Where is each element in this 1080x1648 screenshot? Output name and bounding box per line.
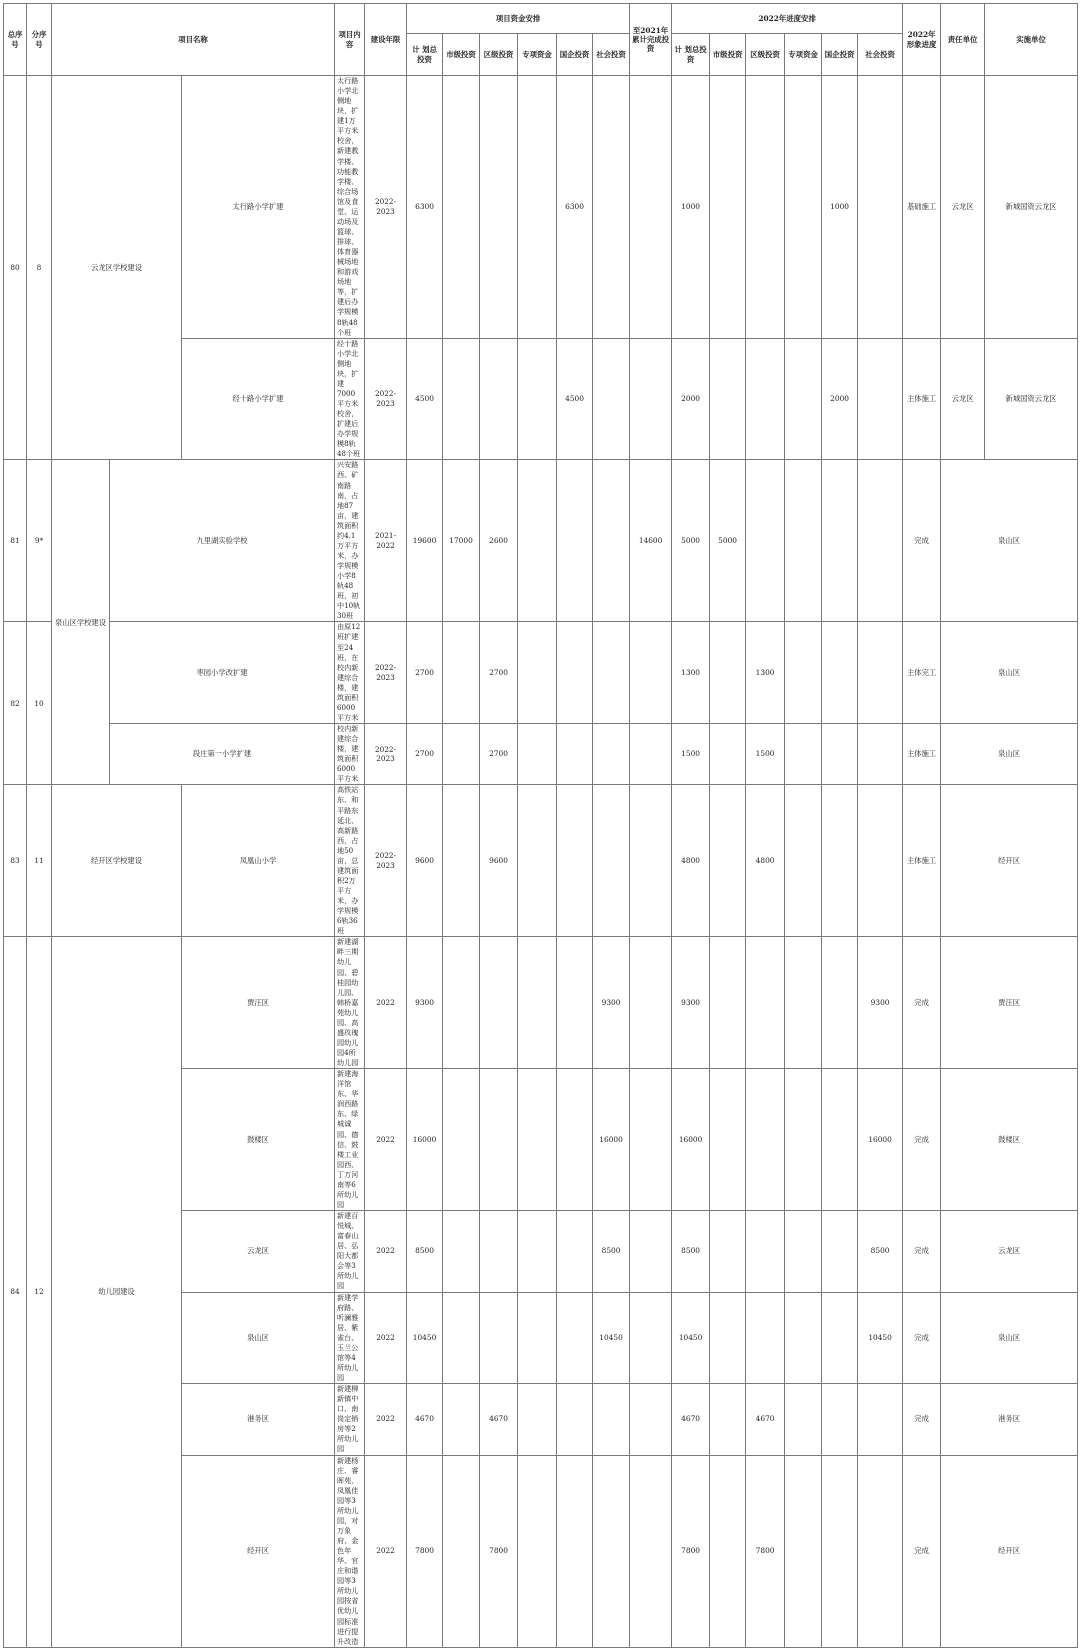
- progress-status-cell: 完成: [903, 1211, 941, 1293]
- plan-total-cell: 16000: [407, 1069, 443, 1211]
- city-invest-cell: [443, 1384, 480, 1455]
- district-invest-cell: 2700: [480, 622, 518, 724]
- col-header-p-plan-total: 计 划总投资: [672, 34, 710, 76]
- social-invest-cell: 10450: [593, 1292, 630, 1384]
- category-cell: 幼儿园建设: [52, 937, 182, 1647]
- special-fund-cell: [518, 1211, 557, 1293]
- p-city-cell: [710, 724, 746, 785]
- project-content-cell: 经十路小学北侧地块，扩建7000平方米校舍，扩建后办学规模8轨48个班: [335, 338, 365, 460]
- progress-status-cell: 基础施工: [903, 76, 941, 339]
- p-social-cell: [858, 1455, 903, 1647]
- city-invest-cell: [443, 1455, 480, 1647]
- p-city-cell: [710, 338, 746, 460]
- city-invest-cell: [443, 1069, 480, 1211]
- p-district-cell: [746, 460, 785, 622]
- col-header-city: 市级投资: [443, 34, 480, 76]
- project-name-cell: 贾汪区: [182, 937, 335, 1069]
- special-fund-cell: [518, 937, 557, 1069]
- project-content-cell: 高铁站东、和平路东延北、高新路西，占地50亩，总建筑面积2万平方米，办学规模6轨36班: [335, 785, 365, 937]
- years-cell: 2021-2022: [365, 460, 407, 622]
- col-header-district: 区级投资: [480, 34, 518, 76]
- progress-status-cell: 完成: [903, 937, 941, 1069]
- p-plan-total-cell: 4670: [672, 1384, 710, 1455]
- p-city-cell: [710, 1292, 746, 1384]
- p-city-cell: [710, 1384, 746, 1455]
- plan-total-cell: 2700: [407, 622, 443, 724]
- p-district-cell: 7800: [746, 1455, 785, 1647]
- p-soe-cell: [822, 1211, 858, 1293]
- years-cell: 2022-2023: [365, 724, 407, 785]
- progress-status-cell: 完成: [903, 1069, 941, 1211]
- table-row: [4, 76, 1078, 339]
- p-city-cell: [710, 1455, 746, 1647]
- years-cell: 2022-2023: [365, 338, 407, 460]
- years-cell: 2022-2023: [365, 785, 407, 937]
- p-soe-cell: [822, 785, 858, 937]
- plan-total-cell: 9600: [407, 785, 443, 937]
- cumulative-cell: [630, 1069, 672, 1211]
- project-content-cell: 新建柳新镇中口、南岗定销房等2所幼儿园: [335, 1384, 365, 1455]
- implementing-unit-cell: 新城国资云龙区: [985, 76, 1078, 339]
- soe-invest-cell: 6300: [557, 76, 593, 339]
- p-soe-cell: [822, 1069, 858, 1211]
- soe-invest-cell: [557, 1384, 593, 1455]
- project-content-cell: 兴安路西、矿南路南，占地87亩，建筑面积约4.1万平方米，办学规模小学8轨48班，初中10轨30班: [335, 460, 365, 622]
- p-special-cell: [785, 785, 822, 937]
- category-cell: 泉山区学校建设: [52, 460, 110, 785]
- p-plan-total-cell: 4800: [672, 785, 710, 937]
- years-cell: 2022: [365, 937, 407, 1069]
- p-special-cell: [785, 622, 822, 724]
- col-header-social: 社会投资: [593, 34, 630, 76]
- p-city-cell: [710, 1211, 746, 1293]
- p-soe-cell: [822, 937, 858, 1069]
- p-plan-total-cell: 7800: [672, 1455, 710, 1647]
- plan-total-cell: 8500: [407, 1211, 443, 1293]
- cumulative-cell: [630, 937, 672, 1069]
- table-row: [4, 937, 1078, 1069]
- progress-status-cell: 完成: [903, 1292, 941, 1384]
- p-social-cell: 10450: [858, 1292, 903, 1384]
- years-cell: 2022: [365, 1211, 407, 1293]
- plan-total-cell: 19600: [407, 460, 443, 622]
- soe-invest-cell: [557, 1455, 593, 1647]
- social-invest-cell: [593, 76, 630, 339]
- cumulative-cell: [630, 1384, 672, 1455]
- col-header-total-no: 总序号: [4, 4, 27, 76]
- soe-invest-cell: [557, 1069, 593, 1211]
- total-no-cell: 83: [4, 785, 27, 937]
- p-social-cell: [858, 338, 903, 460]
- p-soe-cell: 2000: [822, 338, 858, 460]
- responsible-unit-cell: 泉山区: [941, 1292, 1078, 1384]
- responsible-unit-cell: 港务区: [941, 1384, 1078, 1455]
- city-invest-cell: 17000: [443, 460, 480, 622]
- sub-no-cell: 9*: [27, 460, 52, 622]
- project-name-cell: 经十路小学扩建: [182, 338, 335, 460]
- category-cell: 云龙区学校建设: [52, 76, 182, 460]
- progress-status-cell: 主体完工: [903, 622, 941, 724]
- district-invest-cell: 2600: [480, 460, 518, 622]
- years-cell: 2022: [365, 1069, 407, 1211]
- city-invest-cell: [443, 1211, 480, 1293]
- responsible-unit-cell: 贾汪区: [941, 937, 1078, 1069]
- district-invest-cell: 2700: [480, 724, 518, 785]
- cumulative-cell: [630, 76, 672, 339]
- district-invest-cell: 9600: [480, 785, 518, 937]
- progress-status-cell: 完成: [903, 460, 941, 622]
- project-name-cell: 港务区: [182, 1384, 335, 1455]
- col-header-image-progress: 2022年形象进度: [903, 4, 941, 76]
- p-plan-total-cell: 5000: [672, 460, 710, 622]
- plan-total-cell: 6300: [407, 76, 443, 339]
- cumulative-cell: [630, 724, 672, 785]
- plan-total-cell: 9300: [407, 937, 443, 1069]
- soe-invest-cell: [557, 1292, 593, 1384]
- soe-invest-cell: [557, 785, 593, 937]
- project-name-cell: 鼓楼区: [182, 1069, 335, 1211]
- p-special-cell: [785, 460, 822, 622]
- plan-total-cell: 4670: [407, 1384, 443, 1455]
- col-header-p-district: 区级投资: [746, 34, 785, 76]
- investment-table: [3, 3, 1078, 1648]
- city-invest-cell: [443, 622, 480, 724]
- project-content-cell: 新建杨庄、睿晖苑、凤凰佳园等3所幼儿园，对万象府、金色年华、官庄和谐园等3所幼儿园按省优幼儿园标准进行提升改造: [335, 1455, 365, 1647]
- p-district-cell: [746, 1292, 785, 1384]
- district-invest-cell: [480, 76, 518, 339]
- col-header-responsible: 责任单位: [941, 4, 985, 76]
- project-content-cell: 校内新建综合楼，建筑面积6000平方米: [335, 724, 365, 785]
- project-content-cell: 新建湖畔三期幼儿园、碧桂园幼儿园、韩桥嘉苑幼儿园、高盛玫瑰园幼儿园4所幼儿园: [335, 937, 365, 1069]
- soe-invest-cell: 4500: [557, 338, 593, 460]
- progress-status-cell: 主体施工: [903, 338, 941, 460]
- implementing-unit-cell: 新城国资云龙区: [985, 338, 1078, 460]
- project-name-cell: 太行路小学扩建: [182, 76, 335, 339]
- total-no-cell: 82: [4, 622, 27, 785]
- p-district-cell: 1300: [746, 622, 785, 724]
- years-cell: 2022-2023: [365, 622, 407, 724]
- table-row: [4, 724, 1078, 785]
- total-no-cell: 81: [4, 460, 27, 622]
- special-fund-cell: [518, 460, 557, 622]
- col-header-project-content: 项目内容: [335, 4, 365, 76]
- social-invest-cell: [593, 1455, 630, 1647]
- p-plan-total-cell: 1500: [672, 724, 710, 785]
- p-plan-total-cell: 1000: [672, 76, 710, 339]
- col-header-sub-no: 分序号: [27, 4, 52, 76]
- p-special-cell: [785, 1292, 822, 1384]
- city-invest-cell: [443, 1292, 480, 1384]
- project-name-cell: 云龙区: [182, 1211, 335, 1293]
- p-soe-cell: 1000: [822, 76, 858, 339]
- col-header-special: 专项资金: [518, 34, 557, 76]
- soe-invest-cell: [557, 460, 593, 622]
- responsible-unit-cell: 泉山区: [941, 460, 1078, 622]
- table-row: [4, 460, 1078, 622]
- p-social-cell: [858, 460, 903, 622]
- special-fund-cell: [518, 1069, 557, 1211]
- district-invest-cell: 4670: [480, 1384, 518, 1455]
- p-special-cell: [785, 724, 822, 785]
- responsible-unit-cell: 经开区: [941, 1455, 1078, 1647]
- p-soe-cell: [822, 1292, 858, 1384]
- progress-status-cell: 完成: [903, 1455, 941, 1647]
- sub-no-cell: 10: [27, 622, 52, 785]
- years-cell: 2022: [365, 1292, 407, 1384]
- city-invest-cell: [443, 785, 480, 937]
- special-fund-cell: [518, 338, 557, 460]
- p-soe-cell: [822, 1384, 858, 1455]
- plan-total-cell: 7800: [407, 1455, 443, 1647]
- years-cell: 2022: [365, 1455, 407, 1647]
- district-invest-cell: [480, 1292, 518, 1384]
- col-header-project-name: 项目名称: [52, 4, 335, 76]
- soe-invest-cell: [557, 937, 593, 1069]
- p-district-cell: [746, 76, 785, 339]
- col-header-years: 建设年限: [365, 4, 407, 76]
- cumulative-cell: [630, 1455, 672, 1647]
- special-fund-cell: [518, 785, 557, 937]
- special-fund-cell: [518, 1455, 557, 1647]
- p-plan-total-cell: 9300: [672, 937, 710, 1069]
- project-name-cell: 枣园小学改扩建: [110, 622, 335, 724]
- social-invest-cell: [593, 338, 630, 460]
- col-header-plan-total: 计 划总投资: [407, 34, 443, 76]
- years-cell: 2022: [365, 1384, 407, 1455]
- p-district-cell: [746, 1069, 785, 1211]
- col-header-progress-plan: 2022年进度安排: [672, 4, 903, 34]
- col-header-soe: 国企投资: [557, 34, 593, 76]
- p-soe-cell: [822, 622, 858, 724]
- progress-status-cell: 完成: [903, 1384, 941, 1455]
- p-city-cell: [710, 76, 746, 339]
- p-social-cell: [858, 1384, 903, 1455]
- table-row: [4, 785, 1078, 937]
- p-district-cell: 4800: [746, 785, 785, 937]
- project-content-cell: 由原12班扩建至24班，在校内新建综合楼，建筑面积6000平方米: [335, 622, 365, 724]
- project-name-cell: 段庄第一小学扩建: [110, 724, 335, 785]
- p-district-cell: [746, 937, 785, 1069]
- project-name-cell: 经开区: [182, 1455, 335, 1647]
- social-invest-cell: 16000: [593, 1069, 630, 1211]
- cumulative-cell: [630, 338, 672, 460]
- p-social-cell: 16000: [858, 1069, 903, 1211]
- city-invest-cell: [443, 76, 480, 339]
- social-invest-cell: [593, 724, 630, 785]
- special-fund-cell: [518, 724, 557, 785]
- progress-status-cell: 主体施工: [903, 785, 941, 937]
- p-plan-total-cell: 10450: [672, 1292, 710, 1384]
- soe-invest-cell: [557, 622, 593, 724]
- project-name-cell: 九里湖实验学校: [110, 460, 335, 622]
- p-special-cell: [785, 338, 822, 460]
- responsible-unit-cell: 泉山区: [941, 724, 1078, 785]
- p-social-cell: [858, 724, 903, 785]
- special-fund-cell: [518, 1384, 557, 1455]
- category-cell: 经开区学校建设: [52, 785, 182, 937]
- p-social-cell: [858, 76, 903, 339]
- city-invest-cell: [443, 724, 480, 785]
- responsible-unit-cell: 经开区: [941, 785, 1078, 937]
- city-invest-cell: [443, 338, 480, 460]
- p-soe-cell: [822, 724, 858, 785]
- soe-invest-cell: [557, 1211, 593, 1293]
- col-header-p-special: 专项资金: [785, 34, 822, 76]
- project-content-cell: 太行路小学北侧地块，扩建1万平方米校舍，新建教学楼、功能教学楼、综合场馆及食堂、运动场及篮球、排球、体育器械场地和游戏场地等，扩建后办学规模8轨48个班: [335, 76, 365, 339]
- responsible-unit-cell: 云龙区: [941, 1211, 1078, 1293]
- project-name-cell: 凤凰山小学: [182, 785, 335, 937]
- responsible-unit-cell: 泉山区: [941, 622, 1078, 724]
- p-social-cell: [858, 622, 903, 724]
- p-district-cell: 4670: [746, 1384, 785, 1455]
- cumulative-cell: [630, 1211, 672, 1293]
- soe-invest-cell: [557, 724, 593, 785]
- p-city-cell: [710, 937, 746, 1069]
- col-header-p-city: 市级投资: [710, 34, 746, 76]
- years-cell: 2022-2023: [365, 76, 407, 339]
- p-soe-cell: [822, 1455, 858, 1647]
- district-invest-cell: 7800: [480, 1455, 518, 1647]
- p-plan-total-cell: 8500: [672, 1211, 710, 1293]
- p-special-cell: [785, 937, 822, 1069]
- plan-total-cell: 10450: [407, 1292, 443, 1384]
- project-content-cell: 新建学府路、听澜雅居、紫雀台、玉兰公馆等4所幼儿园: [335, 1292, 365, 1384]
- sub-no-cell: 12: [27, 937, 52, 1647]
- cumulative-cell: [630, 785, 672, 937]
- responsible-unit-cell: 云龙区: [941, 338, 985, 460]
- cumulative-cell: [630, 622, 672, 724]
- p-special-cell: [785, 1455, 822, 1647]
- responsible-unit-cell: 云龙区: [941, 76, 985, 339]
- social-invest-cell: 9300: [593, 937, 630, 1069]
- col-header-funding: 项目资金安排: [407, 4, 630, 34]
- sub-no-cell: 11: [27, 785, 52, 937]
- p-social-cell: 9300: [858, 937, 903, 1069]
- district-invest-cell: [480, 1211, 518, 1293]
- p-district-cell: 1500: [746, 724, 785, 785]
- cumulative-cell: [630, 1292, 672, 1384]
- p-district-cell: [746, 338, 785, 460]
- p-plan-total-cell: 16000: [672, 1069, 710, 1211]
- district-invest-cell: [480, 1069, 518, 1211]
- p-city-cell: [710, 622, 746, 724]
- p-social-cell: [858, 785, 903, 937]
- col-header-p-social: 社会投资: [858, 34, 903, 76]
- p-city-cell: [710, 1069, 746, 1211]
- district-invest-cell: [480, 338, 518, 460]
- social-invest-cell: [593, 785, 630, 937]
- sub-no-cell: 8: [27, 76, 52, 460]
- special-fund-cell: [518, 76, 557, 339]
- total-no-cell: 84: [4, 937, 27, 1647]
- project-name-cell: 泉山区: [182, 1292, 335, 1384]
- p-city-cell: [710, 785, 746, 937]
- p-special-cell: [785, 76, 822, 339]
- responsible-unit-cell: 鼓楼区: [941, 1069, 1078, 1211]
- p-special-cell: [785, 1384, 822, 1455]
- p-special-cell: [785, 1211, 822, 1293]
- social-invest-cell: 8500: [593, 1211, 630, 1293]
- cumulative-cell: 14600: [630, 460, 672, 622]
- col-header-cumulative: 至2021年累计完成投资: [630, 4, 672, 76]
- social-invest-cell: [593, 460, 630, 622]
- progress-status-cell: 主体施工: [903, 724, 941, 785]
- p-plan-total-cell: 1300: [672, 622, 710, 724]
- plan-total-cell: 2700: [407, 724, 443, 785]
- col-header-p-soe: 国企投资: [822, 34, 858, 76]
- col-header-implementer: 实施单位: [985, 4, 1078, 76]
- special-fund-cell: [518, 622, 557, 724]
- total-no-cell: 80: [4, 76, 27, 460]
- p-plan-total-cell: 2000: [672, 338, 710, 460]
- special-fund-cell: [518, 1292, 557, 1384]
- p-special-cell: [785, 1069, 822, 1211]
- p-district-cell: [746, 1211, 785, 1293]
- project-content-cell: 新建海洋馆东、华润西路东、绿城诚园、德信、鼓楼工业园西、丁万河南等6所幼儿园: [335, 1069, 365, 1211]
- city-invest-cell: [443, 937, 480, 1069]
- social-invest-cell: [593, 622, 630, 724]
- district-invest-cell: [480, 937, 518, 1069]
- plan-total-cell: 4500: [407, 338, 443, 460]
- p-city-cell: 5000: [710, 460, 746, 622]
- table-row: [4, 622, 1078, 724]
- project-content-cell: 新建百悦城、富春山居、弘阳大都会等3所幼儿园: [335, 1211, 365, 1293]
- p-soe-cell: [822, 460, 858, 622]
- social-invest-cell: [593, 1384, 630, 1455]
- p-social-cell: 8500: [858, 1211, 903, 1293]
